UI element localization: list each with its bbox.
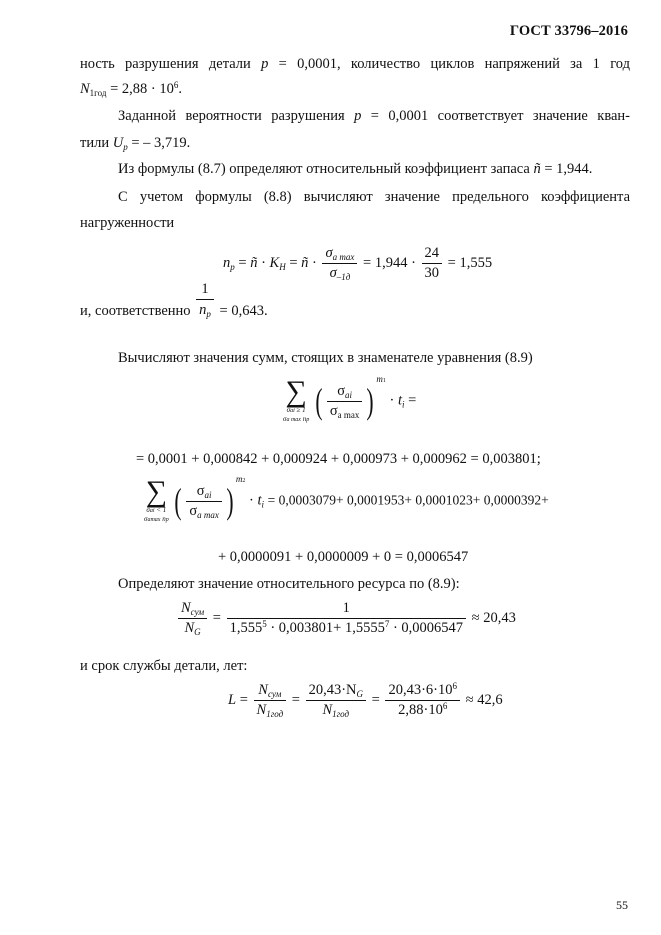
- paren-right: ): [366, 381, 375, 421]
- sum-operator: [283, 375, 310, 424]
- text: = 0,0003079+ 0,0001953+ 0,0001023+ 0,0000392+: [267, 492, 549, 508]
- document-header: ГОСТ 33796–2016: [509, 23, 628, 39]
- subscript: p: [230, 261, 235, 272]
- sum-symbol: ∑: [285, 375, 307, 408]
- text: и срок службы детали, лет:: [80, 658, 248, 674]
- subscript: a max: [337, 409, 360, 420]
- var-L: L: [228, 691, 237, 708]
- text-line-2: [80, 80, 630, 98]
- text-line-14: [80, 657, 630, 675]
- text: С учетом формулы (8.8) вычисляют значение предельного коэффициента: [118, 189, 630, 205]
- numerator: 24: [422, 245, 443, 264]
- superscript: 6: [442, 701, 448, 711]
- subscript: p: [123, 142, 128, 152]
- subscript: ai: [290, 408, 295, 414]
- text: = 1,555: [444, 254, 493, 271]
- subscript: 1год: [266, 709, 284, 719]
- subscript: 1год: [89, 88, 107, 98]
- fraction-rhs: [227, 600, 466, 637]
- subscript: a max: [197, 509, 219, 520]
- text-line-5: [118, 160, 630, 178]
- subscript: i: [261, 499, 265, 510]
- fraction-1: [254, 682, 287, 719]
- subscript: G: [194, 627, 201, 637]
- text: ность разрушения детали: [80, 56, 251, 72]
- text-line-9: [118, 349, 630, 367]
- superscript: 5: [262, 619, 267, 629]
- text-line-6: [118, 188, 630, 206]
- text: ·: [257, 254, 270, 271]
- sigma: σ: [146, 506, 150, 514]
- equation-load-factor: [223, 245, 492, 282]
- sigma: σ: [283, 415, 287, 423]
- var-n-tilde: ñ: [529, 161, 541, 177]
- text: = 0,0001 соответствует значение кван-: [361, 108, 631, 124]
- subscript: 1год: [332, 709, 350, 719]
- fraction-3: [385, 682, 460, 719]
- var-n: n: [223, 254, 231, 271]
- text: нагруженности: [80, 215, 175, 231]
- equation-service-life: [228, 682, 503, 719]
- var-K: K: [269, 254, 280, 271]
- var-N: N: [80, 81, 90, 97]
- text: · 0,0006547: [389, 620, 464, 636]
- text: · 0,003801+ 1,5555: [266, 620, 385, 636]
- text: =: [404, 392, 417, 409]
- text: .: [178, 81, 182, 97]
- text: =: [368, 691, 384, 708]
- superscript: 7: [384, 619, 390, 629]
- numerator: 1: [227, 600, 466, 619]
- fraction-lhs: [178, 600, 207, 637]
- subscript: ai: [204, 489, 212, 500]
- text-line-10: [136, 451, 541, 468]
- numerator: 1: [196, 280, 214, 300]
- text: 2,88·10: [398, 702, 443, 718]
- fraction-2: [306, 682, 366, 719]
- var-N: N: [181, 600, 191, 616]
- sum-limits: [144, 506, 169, 524]
- text: = 1,944.: [540, 161, 593, 177]
- text-line-12: [218, 549, 468, 566]
- text: =: [236, 691, 252, 708]
- var-t: t: [398, 392, 403, 409]
- text-line-13: [118, 575, 630, 593]
- var-t: t: [257, 492, 262, 509]
- text: 20,43·6·10: [388, 682, 453, 698]
- subscript: H: [279, 261, 286, 272]
- fraction-sigma-ratio: [186, 483, 222, 520]
- text: = 0,0001, количество циклов напряжений за 1 год: [268, 56, 631, 72]
- var-N: N: [184, 620, 195, 636]
- text: =: [234, 254, 251, 271]
- fraction-sigma: [322, 245, 357, 282]
- subscript: amax: [147, 517, 161, 523]
- subscript: –1д: [336, 272, 351, 282]
- subscript: p: [165, 517, 169, 523]
- subscript: сум: [190, 607, 205, 617]
- equation-sum-1: ∑ σai ≥ 1 σa max np ( $\frac{\sigma_{ai}}{\sigma_{a max}}$ )$^{m1} \cdot t_i$ =: [283, 374, 417, 423]
- var-n: n: [302, 415, 307, 423]
- one: 1: [302, 406, 306, 414]
- subscript: сум: [267, 689, 282, 699]
- subscript: p: [206, 309, 211, 320]
- var-n: n: [199, 302, 207, 319]
- subscript: 1: [382, 378, 386, 385]
- text: тили: [80, 135, 113, 151]
- superscript: 6: [452, 681, 457, 691]
- text: = 0,0001 + 0,000842 + 0,000924 + 0,000973 + 0,000962 = 0,003801;: [136, 451, 541, 467]
- text: Вычисляют значения сумм, стоящих в знаменателе уравнения (8.9): [118, 350, 533, 366]
- text: и, соответственно: [80, 303, 191, 319]
- subscript: a max: [286, 417, 301, 423]
- text-line-3: [118, 107, 630, 125]
- var-p: p: [354, 108, 362, 124]
- paren-right: ): [226, 481, 234, 521]
- text-line-7: [80, 214, 630, 232]
- sigma: σ: [325, 245, 333, 261]
- paren-left: (: [174, 481, 182, 521]
- sigma: σ: [144, 515, 148, 523]
- page-number: 55: [616, 898, 628, 912]
- fraction-sigma-ratio: [327, 383, 363, 420]
- text: = 2,88 · 10: [106, 81, 174, 97]
- sum-operator: [144, 475, 169, 524]
- var-p: p: [261, 56, 269, 72]
- sum-limits: [283, 406, 309, 424]
- var-m: m: [235, 474, 243, 485]
- text: = – 3,719.: [127, 135, 191, 151]
- var-m: m: [376, 374, 383, 385]
- text: ·: [308, 254, 321, 271]
- var-U: U: [112, 135, 124, 151]
- text: + 0,0000091 + 0,0000009 + 0 = 0,0006547: [218, 549, 469, 565]
- var-N: N: [256, 702, 267, 718]
- subscript: ai: [149, 508, 155, 514]
- var-N: N: [258, 682, 268, 698]
- text: =: [288, 691, 304, 708]
- text: ≈ 20,43: [468, 609, 516, 626]
- subscript: a max: [332, 252, 355, 262]
- sigma: σ: [189, 502, 198, 519]
- subscript: G: [356, 689, 364, 699]
- text: 1,555: [229, 620, 263, 636]
- text: =: [285, 254, 302, 271]
- text: Из формулы (8.7) определяют относительный коэффициент запаса: [118, 161, 530, 177]
- text: = 1,944 ·: [359, 254, 420, 271]
- text: 20,43·N: [308, 682, 357, 698]
- var-n-tilde: ñ: [301, 254, 309, 271]
- fraction-numbers: [422, 245, 443, 282]
- one: 1: [162, 506, 167, 514]
- ge: ≥: [296, 406, 301, 414]
- sigma: σ: [286, 406, 291, 414]
- sigma: σ: [329, 402, 338, 419]
- subscript: 2: [242, 478, 246, 485]
- text: = 0,643.: [215, 303, 268, 319]
- text-line-1: [80, 55, 630, 73]
- sigma: σ: [329, 265, 337, 281]
- fraction-1-np: [196, 280, 214, 319]
- subscript: i: [402, 399, 405, 410]
- var-N: N: [322, 702, 333, 718]
- sigma: σ: [337, 382, 346, 399]
- var-n-tilde: ñ: [250, 254, 258, 271]
- subscript: ai: [345, 389, 353, 400]
- lt: <: [156, 506, 162, 514]
- var-n: n: [162, 515, 166, 523]
- subscript: p: [306, 417, 310, 423]
- sum-symbol: ∑: [145, 475, 168, 508]
- text: ≈ 42,6: [462, 691, 503, 708]
- equation-resource: $\frac{N_{сум}}{N_G}$ = $\frac{1}{1,555^5 \cdot 0,003801+ 1,5555^7 \cdot 0,0006547}$ ≈ 20,43: [176, 600, 516, 637]
- denominator: 30: [424, 265, 440, 281]
- paren-left: (: [315, 381, 323, 421]
- superscript: 6: [173, 80, 179, 90]
- text: Определяют значение относительного ресурса по (8.9):: [118, 576, 460, 592]
- text: Заданной вероятности разрушения: [118, 108, 345, 124]
- equation-sum-2: ∑ σai < 1 σamax np ( $\frac{\sigma_{ai}}{\sigma_{a max}}$ )$^{m2} \cdot t_i = 0,0003079+ 0,0001953+ 0,0001023+ 0,0000392+$: [144, 474, 549, 523]
- sigma: σ: [196, 482, 205, 499]
- text-line-4: [80, 134, 630, 152]
- text-line-8: [80, 281, 630, 320]
